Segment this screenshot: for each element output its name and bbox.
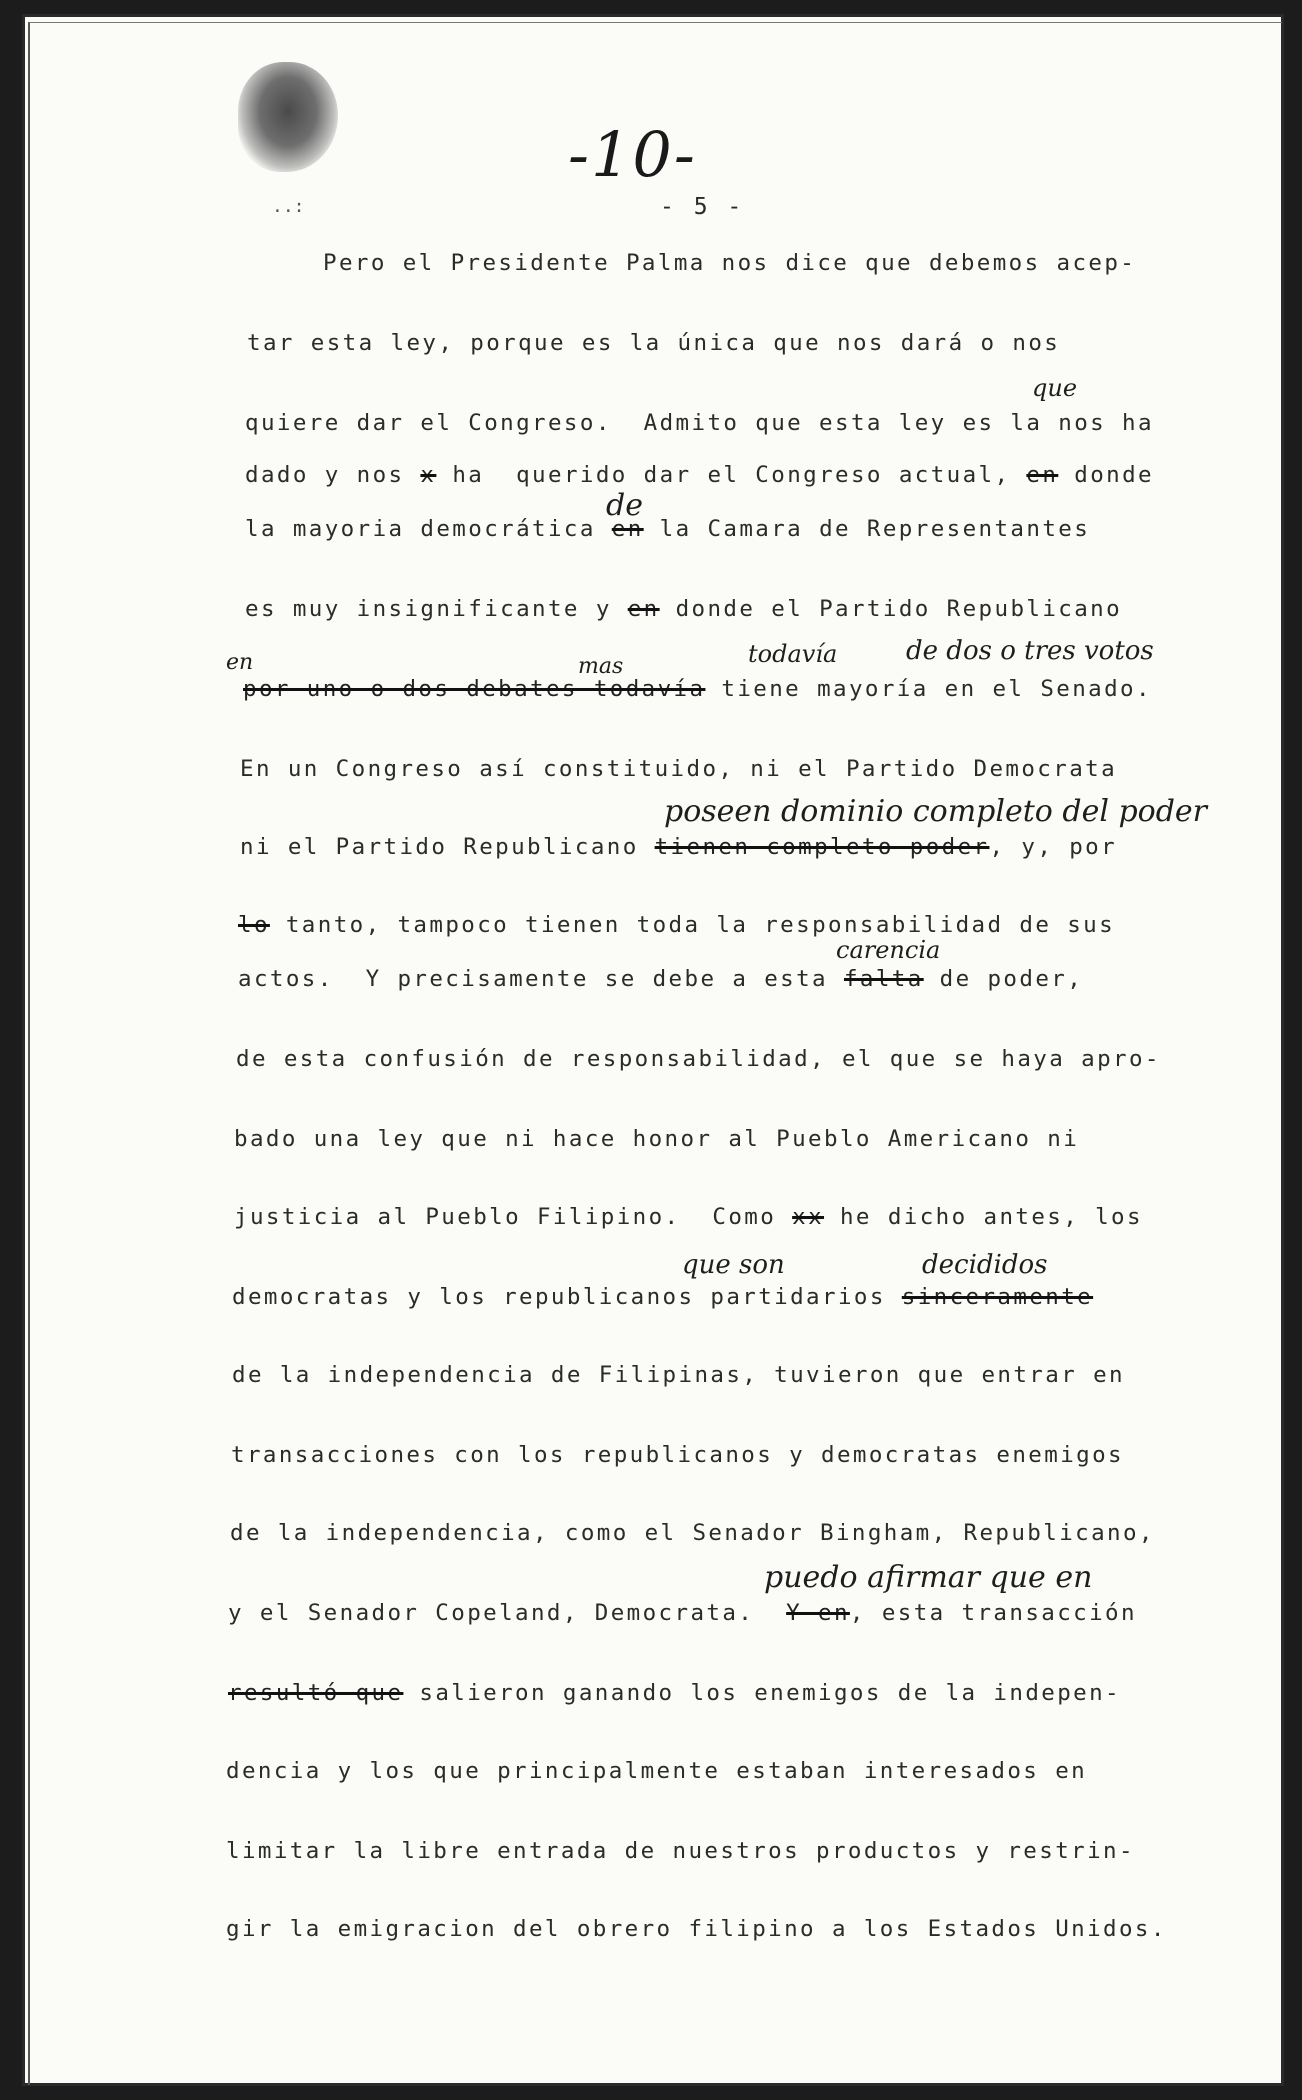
struck-text: en bbox=[1026, 462, 1059, 488]
handwritten-note: que bbox=[1032, 374, 1078, 402]
handwritten-note: mas bbox=[578, 654, 624, 679]
text-line: limitar la libre entrada de nuestros productos y restrin- bbox=[226, 1838, 1135, 1864]
corner-mark: ..: bbox=[272, 196, 305, 217]
text-line: de la independencia de Filipinas, tuvieron que entrar en bbox=[232, 1362, 1125, 1388]
struck-text: en bbox=[611, 516, 644, 542]
text-line: bado una ley que ni hace honor al Pueblo Americano ni bbox=[234, 1126, 1080, 1152]
handwritten-note: poseen dominio completo del poder bbox=[664, 794, 1208, 829]
text-line: y el Senador Copeland, Democrata. Y en, esta transacción bbox=[228, 1600, 1137, 1626]
text-line: dado y nos x ha querido dar el Congreso actual, en donde bbox=[245, 462, 1154, 488]
text-line: de esta confusión de responsabilidad, el que se haya apro- bbox=[236, 1046, 1161, 1072]
struck-text: xx bbox=[792, 1204, 825, 1230]
handwritten-note: que son bbox=[682, 1250, 785, 1280]
handwritten-note: de bbox=[606, 488, 643, 523]
text-line: de la independencia, como el Senador Bingham, Republicano, bbox=[230, 1520, 1155, 1546]
struck-text: Y en bbox=[786, 1600, 850, 1626]
text-line: justicia al Pueblo Filipino. Como xx he dicho antes, los bbox=[234, 1204, 1143, 1230]
struck-text: sinceramente bbox=[901, 1284, 1094, 1310]
text-line: lo tanto, tampoco tienen toda la responsabilidad de sus bbox=[238, 912, 1116, 938]
text-line: actos. Y precisamente se debe a esta falta de poder, bbox=[238, 966, 1084, 992]
struck-text: en bbox=[627, 596, 660, 622]
struck-text: falta bbox=[843, 966, 924, 992]
text-line: ni el Partido Republicano tienen completo poder, y, por bbox=[240, 834, 1118, 860]
handwritten-page-number: -10- bbox=[568, 118, 697, 191]
text-line: Pero el Presidente Palma nos dice que debemos acep- bbox=[323, 250, 1137, 276]
text-line: dencia y los que principalmente estaban interesados en bbox=[226, 1758, 1088, 1784]
typed-page-number: - 5 - bbox=[660, 194, 745, 220]
text-line: tar esta ley, porque es la única que nos dará o nos bbox=[247, 330, 1061, 356]
handwritten-note: carencia bbox=[836, 936, 941, 964]
struck-text: tienen completo poder bbox=[654, 834, 990, 860]
struck-text: x bbox=[420, 462, 437, 488]
handwritten-note: todavía bbox=[748, 640, 838, 668]
struck-text: por uno o dos debates todavía bbox=[243, 676, 706, 702]
struck-text: lo bbox=[238, 912, 270, 938]
text-line: es muy insignificante y en donde el Partido Republicano bbox=[245, 596, 1123, 622]
text-line: resultó que salieron ganando los enemigos de la indepen- bbox=[228, 1680, 1121, 1706]
text-line: gir la emigracion del obrero filipino a los Estados Unidos. bbox=[226, 1916, 1167, 1942]
text-line: En un Congreso así constituido, ni el Partido Democrata bbox=[240, 756, 1118, 782]
text-line: transacciones con los republicanos y democratas enemigos bbox=[231, 1442, 1124, 1468]
struck-text: resultó que bbox=[228, 1680, 404, 1706]
text-line: por uno o dos debates todavía tiene mayoría en el Senado. bbox=[243, 676, 1152, 702]
text-line: democratas y los republicanos partidarios sinceramente bbox=[232, 1284, 1094, 1310]
text-line: quiere dar el Congreso. Admito que esta ley es la nos ha bbox=[245, 410, 1154, 436]
handwritten-note: decididos bbox=[922, 1250, 1048, 1280]
handwritten-note: de dos o tres votos bbox=[906, 636, 1154, 666]
text-line: la mayoria democrática en la Camara de Representantes bbox=[245, 516, 1091, 542]
handwritten-note: puedo afirmar que en bbox=[764, 1560, 1093, 1595]
handwritten-note: en bbox=[226, 650, 254, 675]
